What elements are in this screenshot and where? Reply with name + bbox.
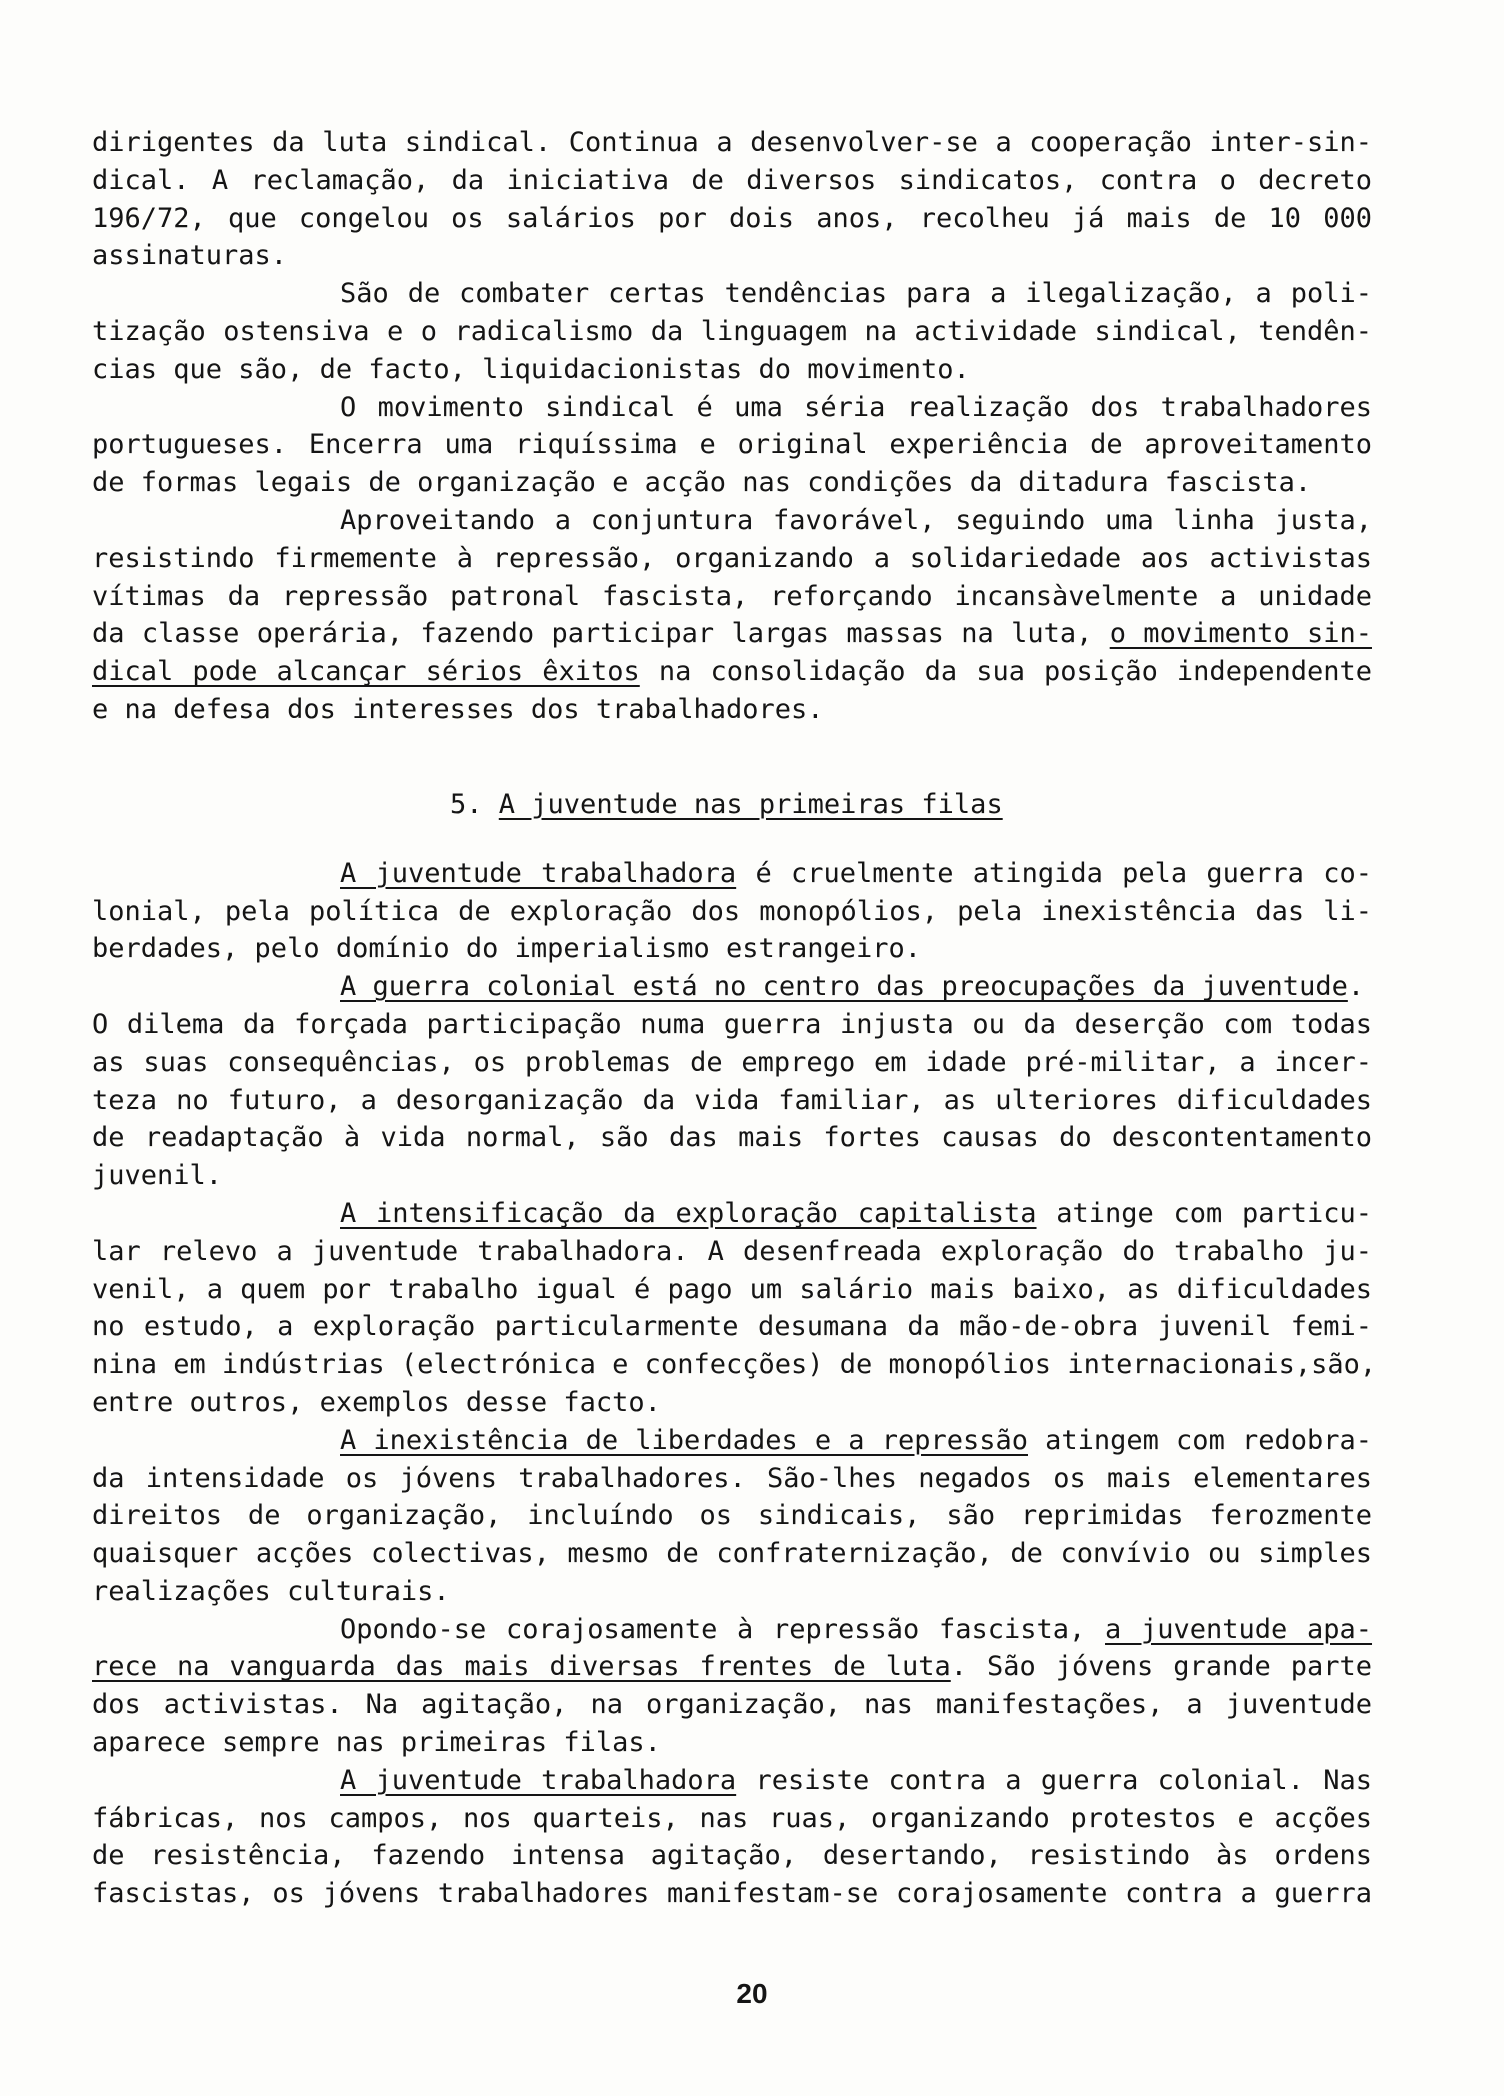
- paragraph: [92, 1422, 1372, 1611]
- underlined-phrase: A juventude trabalhadora: [340, 857, 737, 889]
- section-gap: [92, 825, 1372, 855]
- paragraph: [92, 1611, 1372, 1762]
- section-gap: [92, 729, 1372, 785]
- section-number: 5.: [450, 788, 499, 820]
- document-page: [92, 124, 1377, 1913]
- page-number: 20: [736, 1978, 768, 2009]
- text-line: e na defesa dos interesses dos trabalhadores.: [92, 693, 824, 725]
- text-line: entre outros, exemplos desse facto.: [92, 1386, 661, 1418]
- text-line: Aproveitando a conjuntura favorável, seguindo uma linha justa,: [340, 504, 1372, 536]
- underlined-phrase: A inexistência de liberdades e a repressão: [340, 1424, 1028, 1456]
- text-line: as suas consequências, os problemas de emprego em idade pré-militar, a incer-: [92, 1046, 1372, 1078]
- text-line: da intensidade os jóvens trabalhadores. São-lhes negados os mais elementares: [92, 1462, 1372, 1494]
- section-title: A juventude nas primeiras filas: [498, 788, 1003, 820]
- text-line: dirigentes da luta sindical. Continua a desenvolver-se a cooperação inter-sin-: [92, 127, 1372, 158]
- text-line: nina em indústrias (electrónica e confecções) de monopólios internacionais,são,: [92, 1349, 1377, 1381]
- text-line: juvenil.: [92, 1160, 223, 1192]
- text-line: O movimento sindical é uma séria realização dos trabalhadores: [340, 391, 1372, 423]
- text-span: resiste contra a guerra colonial. Nas: [736, 1764, 1372, 1796]
- text-line: venil, a quem por trabalho igual é pago um salário mais baixo, as dificuldades: [92, 1273, 1372, 1305]
- text-line: fascistas, os jóvens trabalhadores manifestam-se corajosamente contra a guerra: [92, 1878, 1372, 1910]
- text-line: quaisquer acções colectivas, mesmo de confraternização, de convívio ou simples: [92, 1538, 1372, 1570]
- text-span: é cruelmente atingida pela guerra co-: [736, 857, 1372, 889]
- text-line: [92, 855, 1372, 893]
- text-line: [92, 1762, 1372, 1800]
- underlined-phrase: A juventude trabalhadora: [340, 1764, 737, 1796]
- text-span: Opondo-se corajosamente à repressão fascista,: [340, 1613, 1106, 1645]
- text-span: . São jóvens grande parte: [950, 1651, 1372, 1683]
- text-line: 196/72, que congelou os salários por dois anos, recolheu já mais de 10 000: [92, 202, 1372, 234]
- underlined-phrase: dical pode alcançar sérios êxitos: [92, 656, 640, 688]
- text-line: cias que são, de facto, liquidacionistas do movimento.: [92, 353, 970, 385]
- text-line: [92, 1195, 1372, 1233]
- text-line: lar relevo a juventude trabalhadora. A desenfreada exploração do trabalho ju-: [92, 1235, 1372, 1267]
- text-line: aparece sempre nas primeiras filas.: [92, 1727, 661, 1759]
- text-line: portugueses. Encerra uma riquíssima e original experiência de aproveitamento: [92, 429, 1372, 461]
- text-line: de formas legais de organização e acção nas condições da ditadura fascista.: [92, 467, 1312, 499]
- text-line: resistindo firmemente à repressão, organizando a solidariedade aos activistas: [92, 542, 1372, 574]
- text-line: direitos de organização, incluíndo os sindicais, são reprimidas ferozmente: [92, 1500, 1372, 1532]
- text-line: [92, 1422, 1372, 1460]
- text-line: [92, 1648, 1372, 1686]
- paragraph: [92, 124, 1372, 275]
- text-line: dos activistas. Na agitação, na organização, nas manifestações, a juventude: [92, 1689, 1372, 1721]
- paragraph: [92, 502, 1372, 729]
- paragraph: [92, 389, 1372, 502]
- text-line: [92, 653, 1372, 691]
- text-span: atinge com particu-: [1036, 1197, 1372, 1229]
- underlined-phrase: rece na vanguarda das mais diversas frentes de luta: [92, 1651, 951, 1683]
- text-line: tização ostensiva e o radicalismo da linguagem na actividade sindical, tendên-: [92, 315, 1372, 347]
- paragraph: [92, 275, 1372, 388]
- text-span: da classe operária, fazendo participar largas massas na luta,: [92, 618, 1110, 650]
- text-line: [92, 615, 1372, 653]
- text-line: assinaturas.: [92, 240, 288, 272]
- text-span: .: [1347, 971, 1365, 1003]
- underlined-phrase: a juventude apa-: [1105, 1613, 1373, 1645]
- text-line: teza no futuro, a desorganização da vida familiar, as ulteriores dificuldades: [92, 1084, 1372, 1116]
- text-span: na consolidação da sua posição independente: [639, 656, 1372, 688]
- underlined-phrase: A intensificação da exploração capitalista: [340, 1197, 1037, 1229]
- text-line: realizações culturais.: [92, 1575, 450, 1607]
- text-line: vítimas da repressão patronal fascista, reforçando incansàvelmente a unidade: [92, 580, 1372, 612]
- paragraph: [92, 1195, 1377, 1422]
- text-line: fábricas, nos campos, nos quarteis, nas ruas, organizando protestos e acções: [92, 1802, 1372, 1834]
- paragraph: [92, 968, 1372, 1195]
- text-line: de readaptação à vida normal, são das mais fortes causas do descontentamento: [92, 1122, 1372, 1154]
- underlined-phrase: A guerra colonial está no centro das preocupações da juventude: [340, 971, 1348, 1003]
- text-line: lonial, pela política de exploração dos monopólios, pela inexistência das li-: [92, 895, 1372, 927]
- paragraph: [92, 855, 1372, 968]
- paragraph: [92, 1762, 1372, 1913]
- text-line: dical. A reclamação, da iniciativa de diversos sindicatos, contra o decreto: [92, 164, 1372, 196]
- text-line: [92, 1611, 1372, 1649]
- text-line: São de combater certas tendências para a ilegalização, a poli-: [340, 278, 1372, 310]
- text-line: berdades, pelo domínio do imperialismo estrangeiro.: [92, 933, 922, 965]
- text-line: O dilema da forçada participação numa guerra injusta ou da deserção com todas: [92, 1008, 1372, 1040]
- text-line: [92, 968, 1372, 1006]
- text-line: de resistência, fazendo intensa agitação, desertando, resistindo às ordens: [92, 1840, 1372, 1872]
- text-line: no estudo, a exploração particularmente desumana da mão-de-obra juvenil femi-: [92, 1311, 1372, 1343]
- section-heading: [92, 785, 1372, 825]
- text-span: atingem com redobra-: [1028, 1424, 1372, 1456]
- underlined-phrase: o movimento sin-: [1109, 618, 1372, 650]
